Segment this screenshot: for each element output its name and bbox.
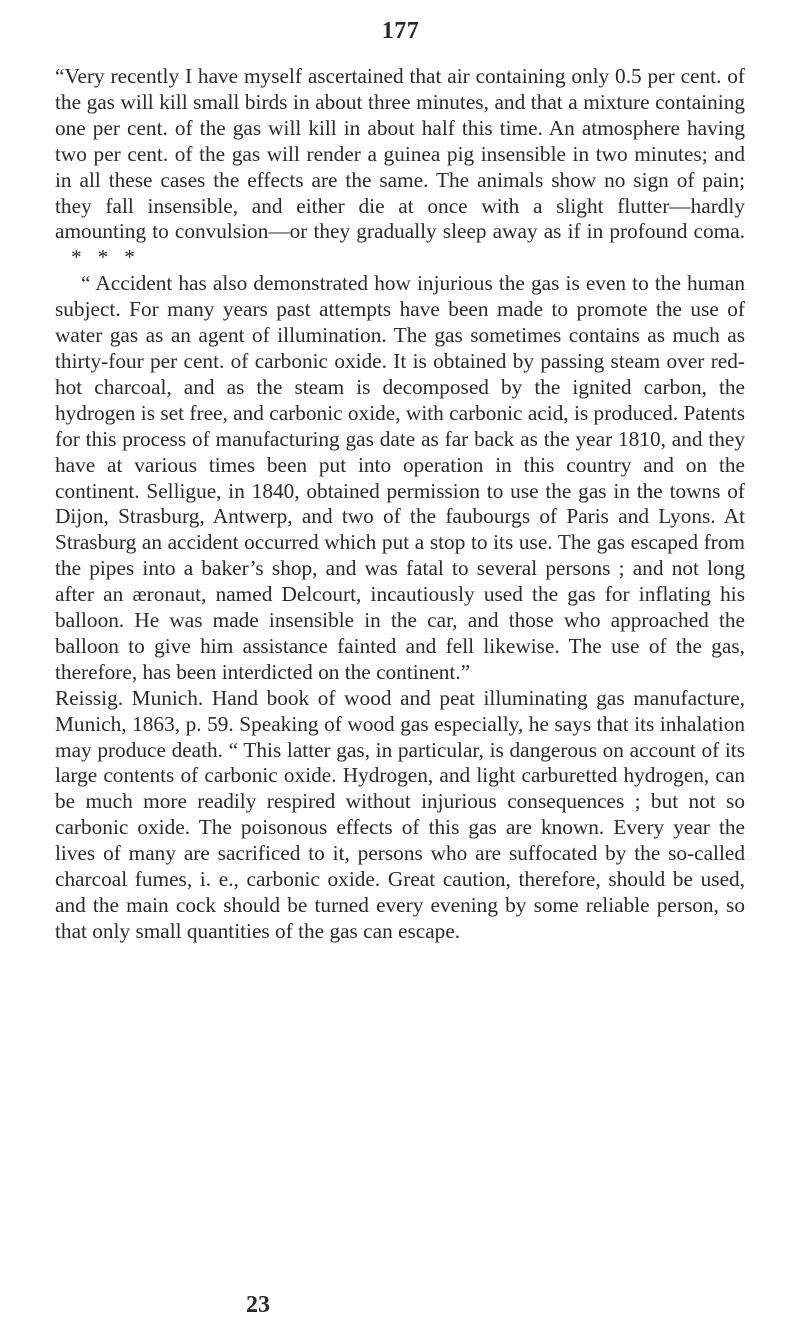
paragraph-1 — [55, 64, 745, 271]
body-text — [55, 64, 745, 945]
signature-mark: 23 — [246, 1292, 270, 1318]
section-break-stars: * * * — [55, 245, 135, 270]
page-number: 177 — [381, 18, 420, 44]
paragraph-3: Reissig. Munich. Hand book of wood and peat illuminating gas manufacture, Munich, 1863, p. 59. Speaking of wood gas especially, he says that its inhalation may produce death. “ This latter gas, in particular, is dangerous on account of its large contents of carbonic oxide. Hydrogen, and light carburetted hydrogen, can be much more readily respired without injurious consequences ; but not so carbonic oxide. The poisonous effects of this gas are known. Every year the lives of many are sacrificed to it, persons who are suffocated by the so-called charcoal fumes, i. e., carbonic oxide. Great caution, therefore, should be used, and the main cock should be turned every evening by some reliable person, so that only small quantities of the gas can escape. — [55, 685, 745, 943]
paragraph-1-text: “Very recently I have myself ascertained that air containing only 0.5 per cent. of the gas will kill small birds in about three minutes, and that a mixture containing one per cent. of the gas will kill in about half this time. An atmosphere having two per cent. of the gas will render a guinea pig insensible in two minutes; and in all these cases the effects are the same. The animals show no sign of pain; they fall insensible, and either die at once with a slight flutter—hardly amounting to convulsion—or they gradually sleep away as if in profound coma. — [55, 64, 745, 244]
paragraph-2: “ Accident has also demonstrated how injurious the gas is even to the human subject. For many years past attempts have been made to promote the use of water gas as an agent of illumination. The gas sometimes contains as much as thirty-four per cent. of carbonic oxide. It is obtained by passing steam over red-hot charcoal, and as the steam is decomposed by the ignited carbon, the hydrogen is set free, and carbonic oxide, with carbonic acid, is produced. Patents for this process of manufacturing gas date as far back as the year 1810, and they have at various times been put into operation in this country and on the continent. Selligue, in 1840, obtained permission to use the gas in the towns of Dijon, Strasburg, Antwerp, and two of the faubourgs of Paris and Lyons. At Strasburg an accident occurred which put a stop to its use. The gas escaped from the pipes into a baker’s shop, and was fatal to several persons ; and not long after an æronaut, named Delcourt, incautiously used the gas for inflating his balloon. He was made insensible in the car, and those who approached the balloon to give him assistance fainted and fell likewise. The use of the gas, therefore, has been interdicted on the continent.” — [55, 271, 745, 684]
